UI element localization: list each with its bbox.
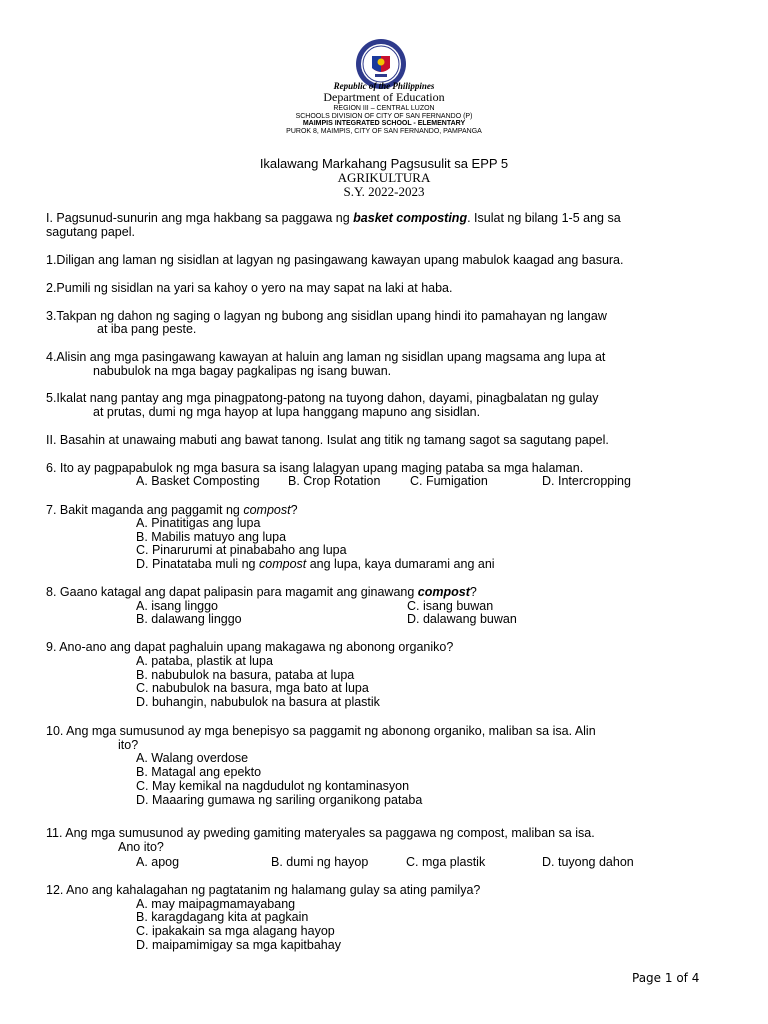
q9-option-b: B. nabubulok na basura, pataba at lupa	[136, 668, 355, 682]
question-8	[46, 585, 477, 599]
step-2: 2.Pumili ng sisidlan na yari sa kahoy o yero na may sapat na laki at haba.	[46, 281, 453, 295]
q8-emphasis: compost	[417, 585, 470, 599]
question-10: 10. Ang mga sumusunod ay mga benepisyo sa paggamit ng abonong organiko, maliban sa isa. Alin	[46, 724, 596, 738]
q8-option-a: A. isang linggo	[136, 599, 219, 613]
part1-instructions	[46, 211, 621, 225]
q11-option-c: C. mga plastik	[406, 855, 486, 869]
step-4: 4.Alisin ang mga pasingawang kawayan at haluin ang laman ng sisidlan upang magsama ang lupa at	[46, 350, 606, 364]
q7-option-d	[136, 557, 495, 571]
step-3: 3.Takpan ng dahon ng saging o lagyan ng bubong ang sisidlan upang hindi ito pamahayan ng langaw	[46, 309, 607, 323]
q9-option-c: C. nabubulok na basura, mga bato at lupa	[136, 681, 369, 695]
q10-option-a: A. Walang overdose	[136, 751, 249, 765]
q6-option-d: D. Intercropping	[542, 474, 631, 488]
part1-instructions-cont: sagutang papel.	[46, 225, 135, 239]
q9-option-a: A. pataba, plastik at lupa	[136, 654, 273, 668]
q7-option-c: C. Pinarurumi at pinababaho ang lupa	[136, 543, 347, 557]
school-name: MAIMPIS INTEGRATED SCHOOL - ELEMENTARY	[302, 120, 466, 127]
step-1: 1.Diligan ang laman ng sisidlan at lagyan ng pasingawang kawayan upang mabulok kaagad ang basura.	[46, 253, 624, 267]
q11-option-d: D. tuyong dahon	[542, 855, 634, 869]
q6-option-c: C. Fumigation	[410, 474, 488, 488]
school-year: S.Y. 2022-2023	[343, 184, 425, 199]
q8-text: 8. Gaano katagal ang dapat palipasin para magamit ang ginawang	[46, 585, 418, 599]
part1-instr-text-end: . Isulat ng bilang 1-5 ang sa	[467, 211, 621, 225]
q6-option-a: A. Basket Composting	[136, 474, 260, 488]
region-line: REGION III – CENTRAL LUZON	[333, 105, 435, 112]
question-11: 11. Ang mga sumusunod ay pweding gamiting materyales sa paggawa ng compost, maliban sa isa.	[46, 826, 595, 840]
q8-option-d: D. dalawang buwan	[407, 612, 517, 626]
step-5: 5.Ikalat nang pantay ang mga pinagpatong-patong na tuyong dahon, dayami, pinagbalatan ng gulay	[46, 391, 599, 405]
q12-option-c: C. ipakakain sa mga alagang hayop	[136, 924, 335, 938]
exam-title: Ikalawang Markahang Pagsusulit sa EPP 5	[259, 156, 509, 171]
step-3-cont: at iba pang peste.	[97, 322, 197, 336]
part2-instructions: II. Basahin at unawaing mabuti ang bawat tanong. Isulat ang titik ng tamang sagot sa sagutang papel.	[46, 433, 609, 447]
q7-option-b: B. Mabilis matuyo ang lupa	[136, 530, 287, 544]
part1-instr-text: I. Pagsunud-sunurin ang mga hakbang sa paggawa ng	[46, 211, 354, 225]
question-11-cont: Ano ito?	[118, 840, 164, 854]
division-line: SCHOOLS DIVISION OF CITY OF SAN FERNANDO (P)	[295, 113, 473, 120]
q10-option-d: D. Maaaring gumawa ng sariling organikong pataba	[136, 793, 423, 807]
page-number: Page 1 of 4	[632, 971, 700, 985]
question-10-cont: ito?	[118, 738, 139, 752]
q7-option-d-emphasis: compost	[259, 557, 307, 571]
q7-option-a: A. Pinatitigas ang lupa	[136, 516, 261, 530]
q7-text-end: ?	[290, 503, 298, 517]
question-12: 12. Ano ang kahalagahan ng pagtatanim ng halamang gulay sa ating pamilya?	[46, 883, 481, 897]
q12-option-d: D. maipamimigay sa mga kapitbahay	[136, 938, 341, 952]
q8-option-c: C. isang buwan	[407, 599, 494, 613]
q7-option-d-text: D. Pinatataba muli ng	[136, 557, 259, 571]
q10-option-b: B. Matagal ang epekto	[136, 765, 262, 779]
q11-option-b: B. dumi ng hayop	[271, 855, 369, 869]
q6-option-b: B. Crop Rotation	[288, 474, 381, 488]
q12-option-b: B. karagdagang kita at pagkain	[136, 910, 309, 924]
q11-option-a: A. apog	[136, 855, 180, 869]
q7-text: 7. Bakit maganda ang paggamit ng	[46, 503, 244, 517]
school-address: PUROK 8, MAIMPIS, CITY OF SAN FERNANDO, PAMPANGA	[286, 128, 482, 135]
department-name: Department of Education	[323, 90, 445, 104]
q12-option-a: A. may maipagmamayabang	[136, 897, 296, 911]
step-5-cont: at prutas, dumi ng mga hayop at lupa hanggang mapuno ang sisidlan.	[93, 405, 481, 419]
q9-option-d: D. buhangin, nabubulok na basura at plastik	[136, 695, 380, 709]
exam-subject: AGRIKULTURA	[337, 170, 431, 185]
question-7	[46, 503, 298, 517]
q8-option-b: B. dalawang linggo	[136, 612, 242, 626]
q8-text-end: ?	[469, 585, 477, 599]
q7-option-d-text-end: ang lupa, kaya dumarami ang ani	[306, 557, 495, 571]
question-6: 6. Ito ay pagpapabulok ng mga basura sa isang lalagyan upang maging pataba sa mga halaman.	[46, 461, 584, 475]
question-9: 9. Ano-ano ang dapat paghaluin upang makagawa ng abonong organiko?	[46, 640, 454, 654]
q7-emphasis: compost	[243, 503, 291, 517]
part1-instr-emphasis: basket composting	[353, 211, 468, 225]
republic-line: Republic of the Philippines	[333, 81, 435, 91]
step-4-cont: nabubulok na mga bagay pagkalipas ng isang buwan.	[93, 364, 392, 378]
q10-option-c: C. May kemikal na nagdudulot ng kontaminasyon	[136, 779, 410, 793]
